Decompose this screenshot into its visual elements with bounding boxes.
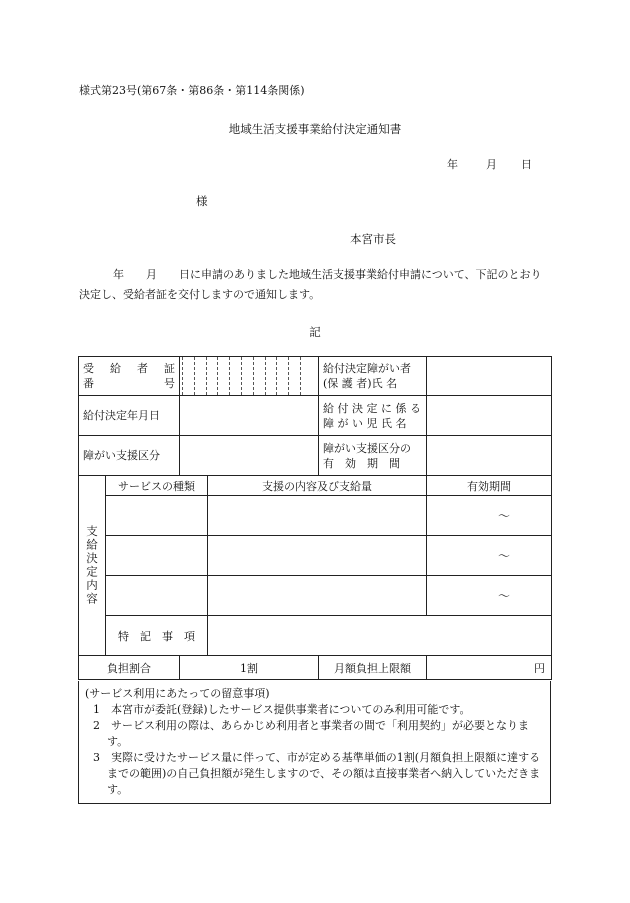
service-type-cell[interactable] bbox=[106, 576, 208, 616]
guardian-name-field[interactable] bbox=[427, 357, 552, 396]
date-day: 日 bbox=[521, 158, 532, 171]
child-name-label bbox=[319, 396, 427, 436]
date-month: 月 bbox=[486, 158, 497, 171]
recipient-label-line1-char: 給 bbox=[110, 362, 121, 375]
burden-ratio-value: 1割 bbox=[180, 656, 319, 680]
form-number: 様式第23号(第67条・第86条・第114条関係) bbox=[79, 84, 305, 97]
period-cell[interactable]: ～ bbox=[427, 496, 552, 536]
note-item-1: 1 本宮市が委託(登録)したサービス提供事業者についてのみ利用可能です。 bbox=[93, 703, 471, 716]
recipient-label-line2-char: 号 bbox=[164, 377, 175, 390]
addressee-suffix: 様 bbox=[196, 194, 208, 208]
recipient-number-field[interactable] bbox=[180, 357, 319, 396]
special-notes-field[interactable] bbox=[208, 616, 552, 656]
col-header-service: サービスの種類 bbox=[106, 476, 208, 496]
period-cell[interactable]: ～ bbox=[427, 536, 552, 576]
service-type-cell[interactable] bbox=[106, 496, 208, 536]
support-period-field[interactable] bbox=[427, 436, 552, 476]
table-row bbox=[79, 576, 552, 616]
note-item-3: 3 実際に受けたサービス量に伴って、市が定める基準単価の1割(月額負担上限額に達するまでの範囲)の自己負担額が発生しますので、その額は直接事業者へ納入していただきます。 bbox=[93, 751, 541, 796]
recipient-label-line1-char: 者 bbox=[137, 362, 148, 375]
notice-body-text: 年 月 日に申請のありました地域生活支援事業給付申請について、下記のとおり決定し、受給者証を交付しますので通知します。 bbox=[79, 268, 542, 301]
monthly-limit-field[interactable]: 円 bbox=[427, 656, 552, 680]
support-class-field[interactable] bbox=[180, 436, 319, 476]
notes-heading: (サービス利用にあたっての留意事項) bbox=[85, 687, 270, 700]
burden-ratio-label: 負担割合 bbox=[79, 656, 180, 680]
recipient-label-line2-char: 番 bbox=[83, 377, 94, 390]
decision-date-label: 給付決定年月日 bbox=[79, 396, 180, 436]
child-name-field[interactable] bbox=[427, 396, 552, 436]
service-amount-cell[interactable] bbox=[208, 496, 427, 536]
child-label-line1: 給 付 決 定 に 係 る bbox=[323, 401, 421, 415]
notice-body bbox=[79, 265, 551, 305]
usage-notes bbox=[78, 681, 551, 804]
support-period-label-line1: 障がい支援区分の bbox=[323, 441, 411, 455]
document-title: 地域生活支援事業給付決定通知書 bbox=[228, 122, 402, 136]
special-notes-label: 特 記 事 項 bbox=[106, 616, 208, 656]
ki-heading: 記 bbox=[309, 325, 321, 339]
recipient-label-line1-char: 証 bbox=[164, 362, 175, 375]
date-year: 年 bbox=[447, 158, 458, 171]
guardian-label-line1: 給付決定障がい者 bbox=[323, 362, 411, 375]
service-amount-cell[interactable] bbox=[208, 536, 427, 576]
decision-date-field[interactable] bbox=[180, 396, 319, 436]
col-header-period: 有効期間 bbox=[427, 476, 552, 496]
support-class-label: 障がい支援区分 bbox=[79, 436, 180, 476]
col-header-amount: 支援の内容及び支給量 bbox=[208, 476, 427, 496]
service-type-cell[interactable] bbox=[106, 536, 208, 576]
decision-table bbox=[78, 356, 552, 680]
service-amount-cell[interactable] bbox=[208, 576, 427, 616]
issuer-name: 本宮市長 bbox=[350, 232, 396, 246]
table-row bbox=[79, 536, 552, 576]
table-row bbox=[79, 496, 552, 536]
period-cell[interactable]: ～ bbox=[427, 576, 552, 616]
content-section-label: 支給決定内容 bbox=[79, 476, 106, 656]
support-period-label bbox=[319, 436, 427, 476]
recipient-label-line1-char: 受 bbox=[83, 362, 94, 375]
support-period-label-line2: 有 効 期 間 bbox=[323, 456, 400, 470]
guardian-label-line2: (保 護 者)氏 名 bbox=[323, 377, 398, 390]
monthly-limit-label: 月額負担上限額 bbox=[319, 656, 427, 680]
guardian-name-label bbox=[319, 357, 427, 396]
child-label-line2: 障 が い 児 氏 名 bbox=[323, 416, 407, 430]
recipient-number-label bbox=[79, 357, 180, 396]
note-item-2: 2 サービス利用の際は、あらかじめ利用者と事業者の間で「利用契約」が必要となります。 bbox=[93, 719, 529, 748]
issue-date bbox=[447, 156, 532, 172]
